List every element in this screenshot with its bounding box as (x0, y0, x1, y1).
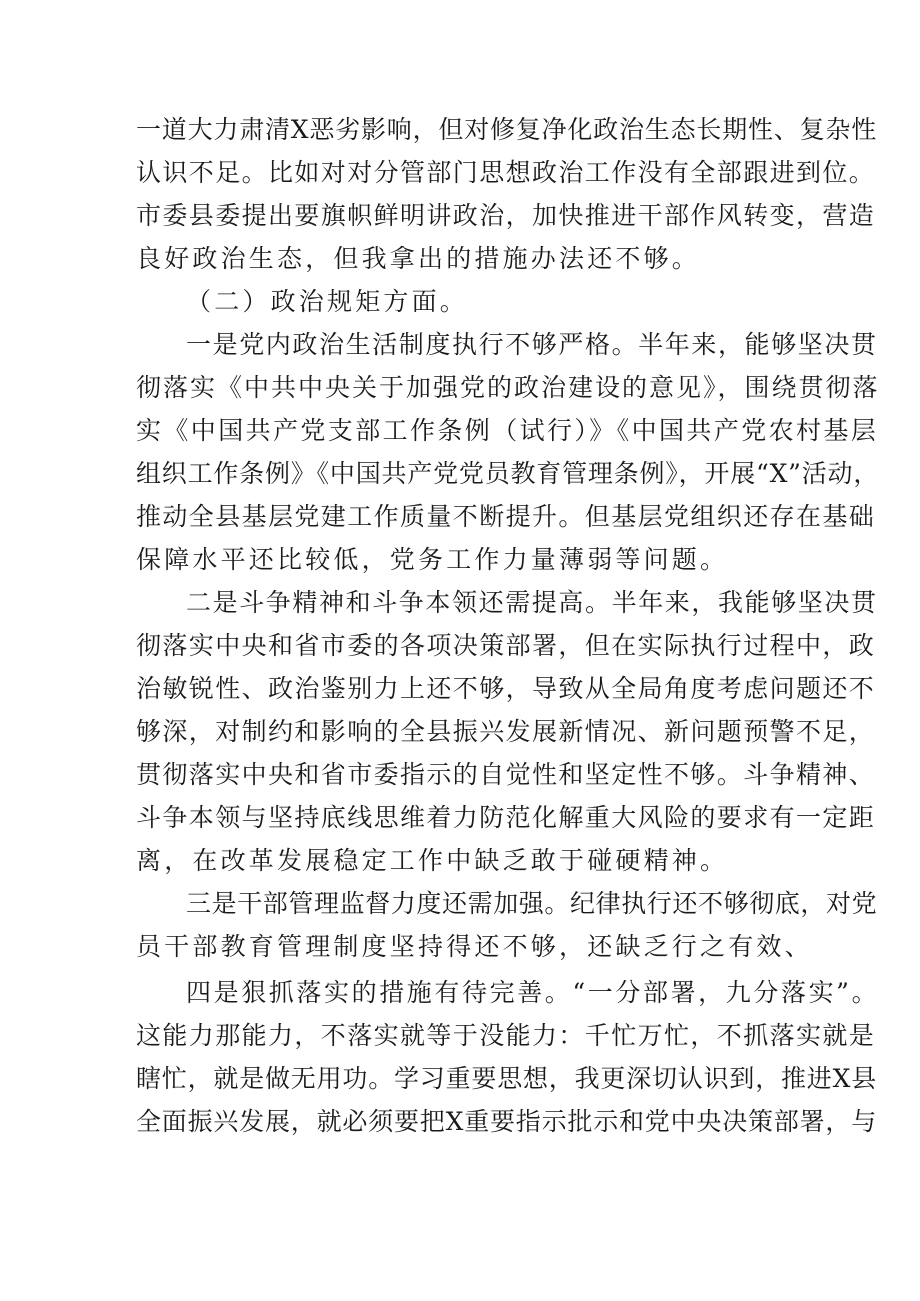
text-line: 治敏锐性、政治鉴别力上还不够，导致从全局角度考虑问题还不 (136, 674, 876, 703)
text-line: 一道大力肃清X恶劣影响，但对修复净化政治生态长期性、复杂性 (136, 115, 878, 144)
text-line: 保障水平还比较低，党务工作力量薄弱等问题。 (136, 545, 729, 574)
text-line: 良好政治生态，但我拿出的措施办法还不够。 (136, 244, 701, 273)
text-line: 组织工作条例》《中国共产党党员教育管理条例》，开展“X”活动， (136, 459, 880, 488)
text-line: 彻落实《中共中央关于加强党的政治建设的意见》，围绕贯彻落 (136, 373, 880, 402)
text-line: 离，在改革发展稳定工作中缺乏敢于碰硬精神。 (136, 846, 729, 875)
text-line: 四是狠抓落实的措施有待完善。“一分部署，九分落实”。 (186, 978, 880, 1007)
text-line: 实《中国共产党支部工作条例（试行）》《中国共产党农村基层 (136, 416, 879, 445)
text-line: 贯彻落实中央和省市委指示的自觉性和坚定性不够。斗争精神、 (136, 760, 876, 789)
text-line: 员干部教育管理制度坚持得还不够，还缺乏行之有效、 (136, 932, 813, 961)
text-line: 一是党内政治生活制度执行不够严格。半年来，能够坚决贯 (186, 330, 878, 359)
text-line: 认识不足。比如对对分管部门思想政治工作没有全部跟进到位。 (136, 158, 876, 187)
text-line: 彻落实中央和省市委的各项决策部署，但在实际执行过程中，政 (136, 631, 876, 660)
text-line: 三是干部管理监督力度还需加强。纪律执行还不够彻底，对党 (186, 889, 878, 918)
text-line: 全面振兴发展，就必须要把X重要指示批示和党中央决策部署，与 (136, 1107, 878, 1136)
text-line: 这能力那能力，不落实就等于没能力：千忙万忙，不抓落实就是 (136, 1021, 876, 1050)
text-line: 二是斗争精神和斗争本领还需提高。半年来，我能够坚决贯 (186, 588, 878, 617)
text-line: 推动全县基层党建工作质量不断提升。但基层党组织还存在基础 (136, 502, 876, 531)
text-line: 市委县委提出要旗帜鲜明讲政治，加快推进干部作风转变，营造 (136, 201, 876, 230)
text-line: 瞎忙，就是做无用功。学习重要思想，我更深切认识到，推进X县 (136, 1064, 878, 1093)
section-heading: （二）政治规矩方面。 (186, 287, 469, 316)
text-line: 斗争本领与坚持底线思维着力防范化解重大风险的要求有一定距 (136, 803, 876, 832)
text-line: 够深，对制约和影响的全县振兴发展新情况、新问题预警不足， (136, 717, 876, 746)
